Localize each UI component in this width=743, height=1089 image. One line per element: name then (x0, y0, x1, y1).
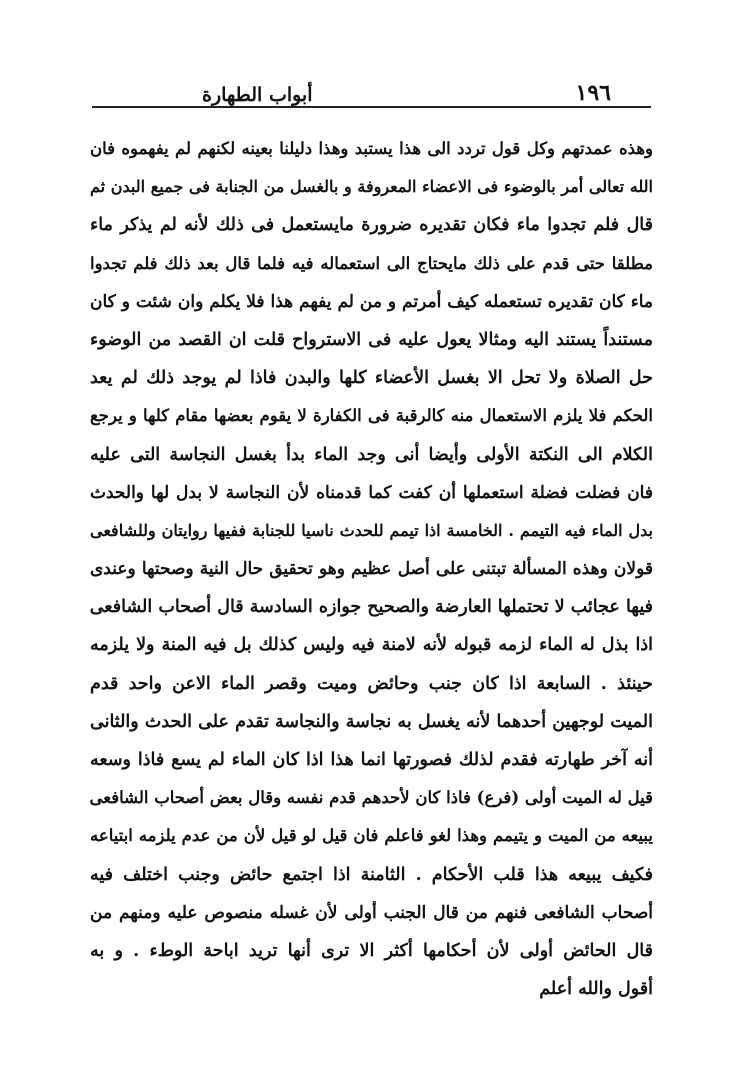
text-line: قال الحائض أولى لأن أحكامها أكثر الا ترى أنها تريد اباحة الوطء . و به (90, 940, 653, 961)
text-line: قيل له الميت أولى (فرع) فاذا كان لأحدهم قدم نفسه وقال بعض أصحاب الشافعى (90, 788, 653, 808)
text-line: الله تعالى أمر بالوضوء فى الاعضاء المعروفة و بالغسل من الجنابة فى جميع البدن ثم (90, 177, 653, 197)
text-line: حينئذ . السابعة اذا كان جنب وحائض وميت وقصر الماء الاعن واحد قدم (90, 673, 653, 694)
text-line: قولان وهذه المسألة تبتنى على أصل عظيم وهو تحقيق حال النية وصحتها وعندى (90, 559, 653, 580)
text-line: يبيعه من الميت و يتيمم وهذا لغو فاعلم فان قيل لو قيل لأن من عدم يلزمه ابتياعه (90, 826, 653, 846)
text-line: الميت لوجهين أحدهما لأنه يغسل به نجاسة والنجاسة تقدم على الحدث والثانى (90, 711, 653, 732)
chapter-title: أبواب الطهارة (202, 84, 313, 106)
text-line: حل الصلاة ولا تحل الا بغسل الأعضاء كلها والبدن فاذا لم يوجد ذلك لم يعد (90, 368, 653, 389)
text-line: أنه آخر طهارته فقدم لذلك فصورتها انما هذا اذا كان الماء لم يسع فاذا وسعه (90, 750, 653, 770)
text-line: أقول والله أعلم (539, 979, 653, 1000)
text-line: فكيف يبيعه هذا قلب الأحكام . الثامنة اذا اجتمع حائض وجنب اختلف فيه (90, 864, 653, 885)
text-line: بدل الماء فيه التيمم . الخامسة اذا تيمم للحدث ناسيا للجنابة ففيها روايتان وللشافعى (90, 520, 653, 540)
text-line: مطلقا حتى قدم على ذلك مايحتاج الى استعماله فيه فلما قال بعد ذلك فلم تجدوا (90, 253, 653, 273)
text-line: الكلام الى النكتة الأولى وأيضا أنى وجد الماء بدأ بغسل النجاسة التى عليه (90, 444, 653, 465)
text-line: مستنداً يستند اليه ومثالا يعول عليه فى الاسترواح قلت ان القصد من الوضوء (90, 329, 653, 350)
text-line: فيها عجائب لا تحتملها العارضة والصحيح جوازه السادسة قال أصحاب الشافعى (90, 597, 653, 618)
text-line: قال فلم تجدوا ماء فكان تقديره ضرورة مايستعمل فى ذلك لأنه لم يذكر ماء (90, 215, 653, 236)
header-rule (92, 106, 651, 108)
text-line: أصحاب الشافعى فنهم من قال الجنب أولى لأن غسله منصوص عليه ومنهم من (90, 902, 653, 923)
body-text (90, 130, 653, 1008)
text-line: فان فضلت فضلة استعملها أن كفت كما قدمناه لأن النجاسة لا بدل لها والحدث (90, 482, 653, 503)
text-line: وهذه عمدتهم وكل قول تردد الى هذا يستبد وهذا دليلنا بعينه لكنهم لم يفهموه فان (90, 139, 653, 158)
text-line: الحكم فلا يلزم الاستعمال منه كالرقبة فى الكفارة لا يقوم بعضها مقام كلها و يرجع (90, 406, 653, 426)
text-line: اذا بذل له الماء لزمه قبوله لأنه لامنة فيه وليس كذلك بل فيه المنة ولا يلزمه (90, 635, 653, 656)
running-head (92, 72, 651, 106)
text-line: ماء كان تقديره تستعمله كيف أمرتم و من لم يفهم هذا فلا يكلم وان شئت و كان (90, 291, 653, 312)
page-number: ١٩٦ (575, 80, 611, 106)
